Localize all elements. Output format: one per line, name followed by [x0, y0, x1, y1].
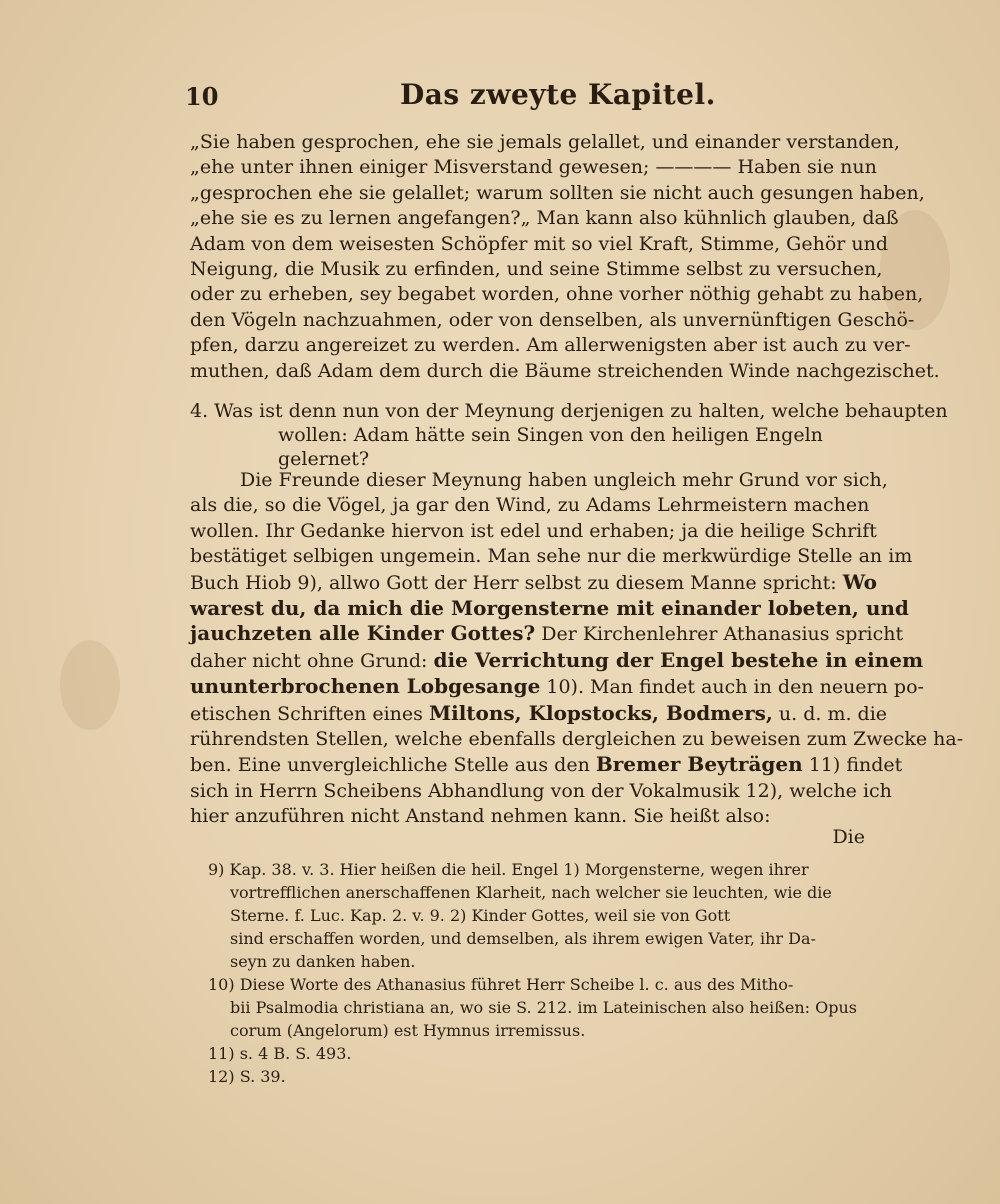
text-line: als die, so die Vögel, ja gar den Wind, zu Adams Lehrmeistern machen: [190, 494, 870, 517]
text-line: „ehe sie es zu lernen angefangen?„ Man kann also kühnlich glauben, daß: [190, 207, 899, 230]
emphasis-run: Miltons, Klopstocks, Bodmers,: [428, 700, 773, 725]
footnote-line: vortrefflichen anerschaffenen Klarheit, nach welcher sie leuchten, wie die: [230, 883, 832, 902]
footnote-line: 12) S. 39.: [208, 1067, 286, 1086]
text-line: warest du, da mich die Morgensterne mit einander lobeten, und: [190, 596, 909, 621]
text-line: [190, 569, 877, 596]
question-line: 4. Was ist denn nun von der Meynung derjenigen zu halten, welche behaupten: [190, 400, 948, 422]
text-line: bestätiget selbigen ungemein. Man sehe nur die merkwürdige Stelle an im: [190, 545, 913, 568]
text-line: sich in Herrn Scheibens Abhandlung von der Vokalmusik 12), welche ich: [190, 779, 892, 802]
emphasis-run: Wo: [842, 569, 877, 594]
text-line: den Vögeln nachzuahmen, oder von denselben, als unvernünftigen Geschö-: [190, 308, 915, 331]
page-header: [185, 76, 865, 116]
page-number: 10: [185, 82, 219, 111]
text-run: daher nicht ohne Grund:: [190, 649, 434, 672]
text-line: muthen, daß Adam dem durch die Bäume streichenden Winde nachgezischet.: [190, 359, 940, 382]
text-run: 11) findet: [802, 754, 903, 777]
question-line: gelernet?: [278, 448, 370, 470]
emphasis-run: die Verrichtung der Engel bestehe in einem: [433, 647, 924, 672]
question-line: wollen: Adam hätte sein Singen von den heiligen Engeln: [278, 424, 823, 446]
text-run: u. d. m. die: [772, 702, 888, 725]
footnote-line: seyn zu danken haben.: [230, 952, 416, 971]
footnote-line: 10) Diese Worte des Athanasius führet Herr Scheibe l. c. aus des Mitho-: [208, 975, 794, 994]
paragraph-1: [190, 130, 940, 384]
text-run: Der Kirchenlehrer Athanasius spricht: [535, 623, 904, 646]
text-run: etischen Schriften eines: [190, 702, 429, 725]
text-line: [190, 621, 904, 647]
text-line: rührendsten Stellen, welche ebenfalls dergleichen zu beweisen zum Zwecke ha-: [190, 728, 964, 751]
text-line: „gesprochen ehe sie gelallet; warum sollten sie nicht auch gesungen haben,: [190, 181, 925, 204]
text-line: hier anzuführen nicht Anstand nehmen kann. Sie heißt also:: [190, 805, 771, 828]
emphasis-run: Bremer Beyträgen: [595, 752, 803, 777]
text-line: wollen. Ihr Gedanke hiervon ist edel und erhaben; ja die heilige Schrift: [190, 519, 877, 542]
text-line: [190, 752, 903, 778]
footnote-line: 11) s. 4 B. S. 493.: [208, 1044, 352, 1063]
footnote-line: bii Psalmodia christiana an, wo sie S. 212. im Lateinischen also heißen: Opus: [230, 998, 857, 1017]
text-line: [190, 647, 924, 674]
text-run: 10). Man findet auch in den neuern po-: [540, 676, 924, 699]
text-run: Buch Hiob 9), allwo Gott der Herr selbst zu diesem Manne spricht:: [190, 571, 843, 594]
text-run: ben. Eine unvergleichliche Stelle aus den: [190, 754, 596, 777]
paragraph-2: [190, 468, 964, 830]
text-line: oder zu erheben, sey begabet worden, ohne vorher nöthig gehabt zu haben,: [190, 283, 924, 306]
text-line: „ehe unter ihnen einiger Misverstand gewesen; ———— Haben sie nun: [190, 156, 877, 179]
catchword: Die: [832, 826, 865, 848]
text-line: [190, 674, 924, 700]
footnote-line: 9) Kap. 38. v. 3. Hier heißen die heil. Engel 1) Morgensterne, wegen ihrer: [208, 860, 809, 879]
text-line: [190, 700, 888, 727]
text-line: Die Freunde dieser Meynung haben ungleich mehr Grund vor sich,: [240, 469, 888, 491]
footnote-line: sind erschaffen worden, und demselben, als ihrem ewigen Vater, ihr Da-: [230, 929, 816, 948]
text-line: Adam von dem weisesten Schöpfer mit so viel Kraft, Stimme, Gehör und: [190, 232, 889, 255]
text-line: pfen, darzu angereizet zu werden. Am allerwenigsten aber ist auch zu ver-: [190, 334, 911, 357]
emphasis-run: jauchzeten alle Kinder Gottes?: [190, 621, 536, 646]
paper-stain: [60, 640, 120, 730]
emphasis-run: ununterbrochenen Lobgesange: [190, 674, 541, 699]
footnotes: [208, 858, 868, 1088]
running-head: Das zweyte Kapitel.: [400, 78, 716, 111]
text-line: „Sie haben gesprochen, ehe sie jemals gelallet, und einander verstanden,: [190, 131, 900, 153]
footnote-line: corum (Angelorum) est Hymnus irremissus.: [230, 1021, 586, 1040]
footnote-line: Sterne. f. Luc. Kap. 2. v. 9. 2) Kinder Gottes, weil sie von Gott: [230, 906, 731, 925]
section-question: [190, 399, 948, 471]
text-line: Neigung, die Musik zu erfinden, und seine Stimme selbst zu versuchen,: [190, 258, 883, 281]
